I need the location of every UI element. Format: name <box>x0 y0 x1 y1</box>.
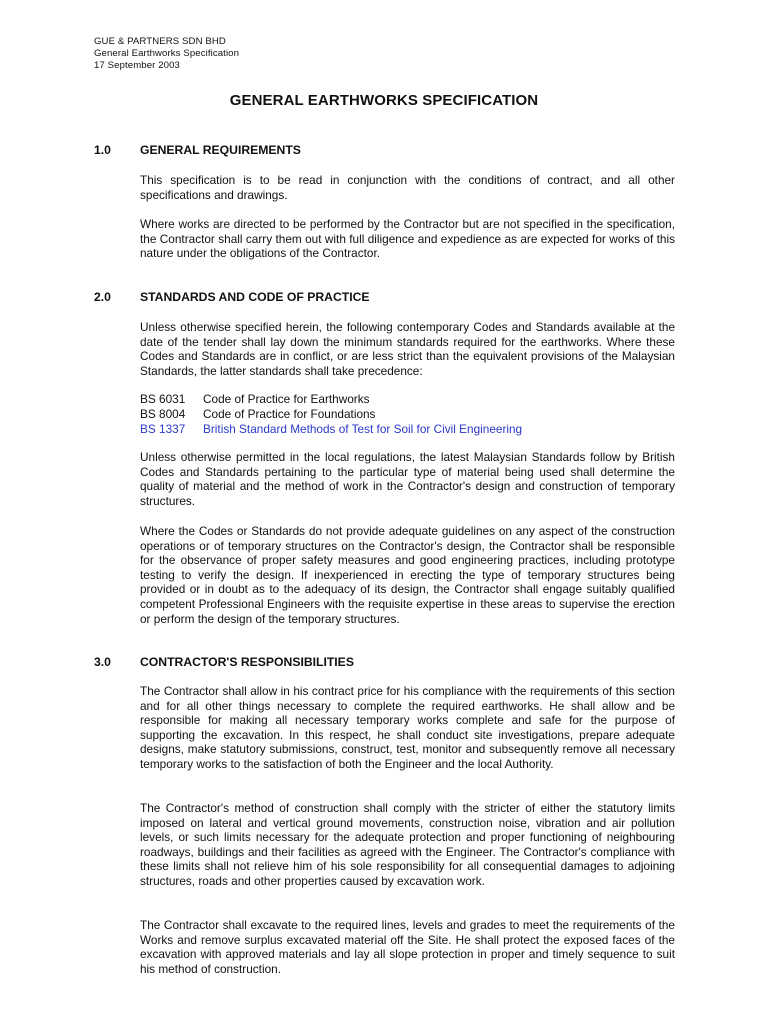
section-number: 2.0 <box>94 290 111 304</box>
standard-item-link[interactable] <box>140 422 675 437</box>
paragraph: The Contractor shall allow in his contract price for his compliance with the requirements of this section and for all other things necessary to complete the required earthworks. He shall allow and be responsible for making all necessary temporary works complete and safe for the purpose of supporting the excavation. In this respect, he shall conduct site investigations, prepare adequate designs, make statutory submissions, construct, test, monitor and subsequently remove all necessary temporary works to the satisfaction of both the Engineer and the local Authority. <box>140 684 675 771</box>
standard-code: BS 8004 <box>140 407 186 422</box>
standard-item <box>140 407 675 422</box>
standard-title: Code of Practice for Earthworks <box>203 392 370 406</box>
section-number: 3.0 <box>94 655 111 669</box>
header-company: GUE & PARTNERS SDN BHD <box>94 36 226 47</box>
standard-title: Code of Practice for Foundations <box>203 407 376 422</box>
document-title: GENERAL EARTHWORKS SPECIFICATION <box>229 92 539 109</box>
paragraph: Unless otherwise specified herein, the following contemporary Codes and Standards available at the date of the tender shall lay down the minimum standards required for the earthworks. Where these Codes and Standards are in conflict, or are less strict than the equivalent provisions of the Malaysian Standards, the latter standards shall take precedence: <box>140 320 675 378</box>
header-date: 17 September 2003 <box>94 60 180 71</box>
paragraph: Unless otherwise permitted in the local regulations, the latest Malaysian Standards follow by British Codes and Standards pertaining to the particular type of material being used shall determine the quality of material and the method of work in the Contractor's design and construction of temporary structures. <box>140 450 675 508</box>
section-title: STANDARDS AND CODE OF PRACTICE <box>140 290 370 304</box>
section-heading-general-requirements <box>94 143 301 158</box>
paragraph: The Contractor shall excavate to the required lines, levels and grades to meet the requirements of the Works and remove surplus excavated material off the Site. He shall protect the exposed faces of the excavation with approved materials and lay all slope protection in proper and timely sequence to suit his method of construction. <box>140 918 675 976</box>
section-title: CONTRACTOR'S RESPONSIBILITIES <box>140 655 354 669</box>
section-number: 1.0 <box>94 143 111 157</box>
section-heading-standards <box>94 290 370 305</box>
paragraph: Where the Codes or Standards do not provide adequate guidelines on any aspect of the construction operations or of temporary structures on the Contractor's design, the Contractor shall be responsible for the observance of proper safety measures and good engineering practices, including prototype testing to verify the design. If inexperienced in erecting the type of temporary structures being provided or in doubt as to the adequacy of its design, the Contractor shall engage suitably qualified competent Professional Engineers with the requisite expertise in these areas to supervise the erection or perform the design of the temporary structures. <box>140 524 675 626</box>
standard-code: BS 6031 <box>140 392 186 406</box>
standard-code[interactable]: BS 1337 <box>140 422 186 437</box>
header-document-name: General Earthworks Specification <box>94 48 240 59</box>
paragraph: The Contractor's method of construction shall comply with the stricter of either the statutory limits imposed on lateral and vertical ground movements, construction noise, vibration and air pollution levels, or such limits necessary for the adequate protection and proper functioning of neighbouring roadways, buildings and their facilities as agreed with the Engineer. The Contractor's compliance with these limits shall not relieve him of his sole responsibility for all consequential damages to adjoining structures, roads and other properties caused by excavation work. <box>140 801 675 888</box>
standard-title-link[interactable]: British Standard Methods of Test for Soil for Civil Engineering <box>203 422 523 437</box>
standards-list <box>140 392 675 438</box>
paragraph: This specification is to be read in conjunction with the conditions of contract, and all other specifications and drawings. <box>140 173 675 202</box>
section-heading-contractor-responsibilities <box>94 655 354 670</box>
paragraph: Where works are directed to be performed by the Contractor but are not specified in the specification, the Contractor shall carry them out with full diligence and expedience as are expected for works of this nature under the obligations of the Contractor. <box>140 217 675 261</box>
standard-item <box>140 392 675 407</box>
section-title: GENERAL REQUIREMENTS <box>140 143 301 157</box>
page-header <box>94 36 239 72</box>
